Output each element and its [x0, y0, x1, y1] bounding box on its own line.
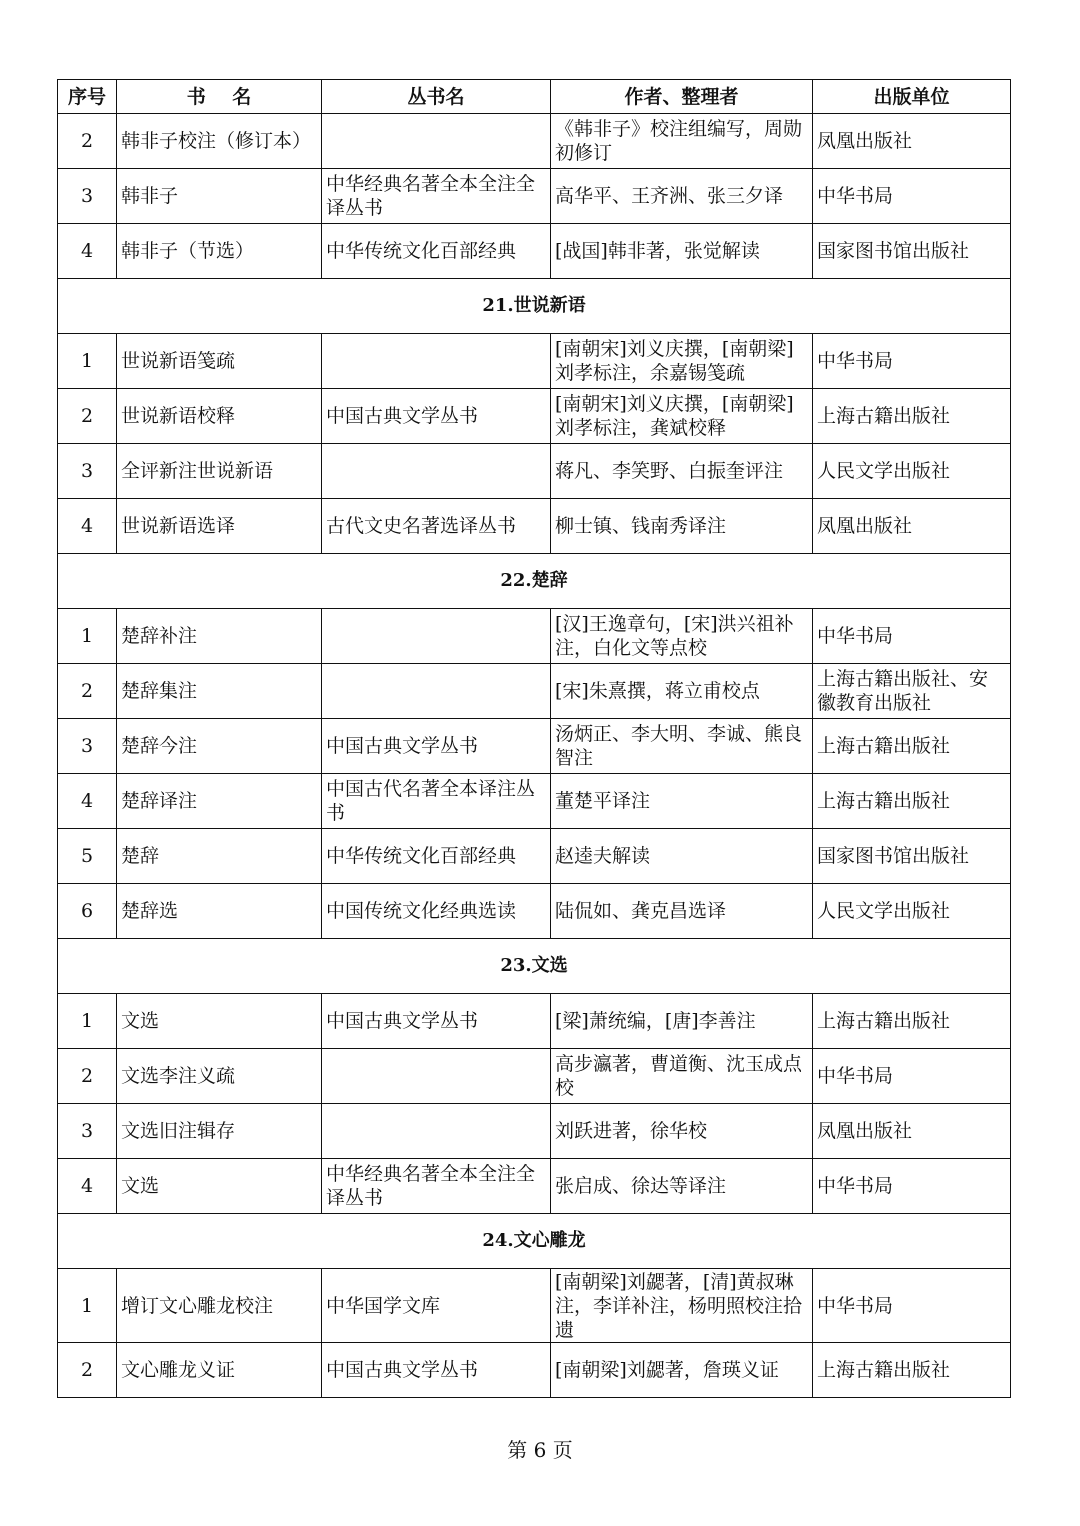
cell-author: [南朝宋]刘义庆撰，[南朝梁]刘孝标注，龚斌校释	[551, 389, 813, 444]
cell-series: 中国古典文学丛书	[322, 1343, 551, 1398]
cell-publisher: 人民文学出版社	[813, 884, 1011, 939]
cell-no: 2	[58, 664, 117, 719]
cell-no: 2	[58, 114, 117, 169]
cell-no: 3	[58, 719, 117, 774]
cell-no: 2	[58, 1049, 117, 1104]
page-number: 第 6 页	[507, 1438, 573, 1462]
table-row	[58, 444, 1011, 499]
cell-publisher: 中华书局	[813, 1159, 1011, 1214]
cell-author: 张启成、徐达等译注	[551, 1159, 813, 1214]
cell-publisher: 上海古籍出版社、安徽教育出版社	[813, 664, 1011, 719]
cell-series	[322, 609, 551, 664]
cell-title: 世说新语选译	[117, 499, 322, 554]
cell-series: 中国古典文学丛书	[322, 719, 551, 774]
cell-no: 3	[58, 169, 117, 224]
table-row	[58, 114, 1011, 169]
section-heading: 23.文选	[58, 939, 1011, 994]
table-row	[58, 774, 1011, 829]
header-title: 书 名	[117, 80, 322, 114]
table-row	[58, 1159, 1011, 1214]
cell-series: 中国传统文化经典选读	[322, 884, 551, 939]
cell-series	[322, 114, 551, 169]
cell-no: 4	[58, 224, 117, 279]
header-publisher: 出版单位	[813, 80, 1011, 114]
cell-author: [战国]韩非著，张觉解读	[551, 224, 813, 279]
cell-publisher: 凤凰出版社	[813, 114, 1011, 169]
cell-no: 1	[58, 994, 117, 1049]
cell-publisher: 国家图书馆出版社	[813, 829, 1011, 884]
cell-publisher: 中华书局	[813, 169, 1011, 224]
cell-no: 4	[58, 499, 117, 554]
cell-publisher: 上海古籍出版社	[813, 719, 1011, 774]
cell-author: 高华平、王齐洲、张三夕译	[551, 169, 813, 224]
cell-title: 文选	[117, 1159, 322, 1214]
cell-author: 董楚平译注	[551, 774, 813, 829]
cell-title: 韩非子校注（修订本）	[117, 114, 322, 169]
cell-author: [南朝梁]刘勰著，[清]黄叔琳注，李详补注，杨明照校注拾遗	[551, 1269, 813, 1343]
cell-no: 4	[58, 774, 117, 829]
table-row	[58, 1104, 1011, 1159]
cell-author: 高步瀛著，曹道衡、沈玉成点校	[551, 1049, 813, 1104]
table-row	[58, 609, 1011, 664]
cell-author: 蒋凡、李笑野、白振奎评注	[551, 444, 813, 499]
header-series: 丛书名	[322, 80, 551, 114]
cell-no: 2	[58, 389, 117, 444]
cell-no: 1	[58, 609, 117, 664]
cell-publisher: 中华书局	[813, 1049, 1011, 1104]
cell-series: 中华传统文化百部经典	[322, 224, 551, 279]
cell-publisher: 国家图书馆出版社	[813, 224, 1011, 279]
cell-publisher: 上海古籍出版社	[813, 389, 1011, 444]
table-row	[58, 224, 1011, 279]
cell-no: 5	[58, 829, 117, 884]
header-author: 作者、整理者	[551, 80, 813, 114]
cell-series	[322, 334, 551, 389]
cell-title: 楚辞选	[117, 884, 322, 939]
table-row	[58, 1049, 1011, 1104]
cell-title: 韩非子（节选）	[117, 224, 322, 279]
table-row	[58, 664, 1011, 719]
table-row	[58, 994, 1011, 1049]
book-list-table	[57, 79, 1011, 1398]
cell-no: 4	[58, 1159, 117, 1214]
cell-author: 赵逵夫解读	[551, 829, 813, 884]
cell-title: 增订文心雕龙校注	[117, 1269, 322, 1343]
cell-title: 楚辞译注	[117, 774, 322, 829]
cell-series: 中国古代名著全本译注丛书	[322, 774, 551, 829]
cell-title: 楚辞补注	[117, 609, 322, 664]
cell-publisher: 上海古籍出版社	[813, 1343, 1011, 1398]
cell-series: 中华国学文库	[322, 1269, 551, 1343]
cell-series: 古代文史名著选译丛书	[322, 499, 551, 554]
cell-series	[322, 1104, 551, 1159]
cell-series: 中国古典文学丛书	[322, 994, 551, 1049]
cell-title: 楚辞集注	[117, 664, 322, 719]
table-row	[58, 884, 1011, 939]
cell-series: 中华经典名著全本全注全译丛书	[322, 169, 551, 224]
section-heading: 21.世说新语	[58, 279, 1011, 334]
table-row	[58, 719, 1011, 774]
cell-series	[322, 1049, 551, 1104]
cell-no: 1	[58, 1269, 117, 1343]
cell-title: 楚辞	[117, 829, 322, 884]
table-row	[58, 334, 1011, 389]
section-row	[58, 279, 1011, 334]
section-heading: 22.楚辞	[58, 554, 1011, 609]
cell-author: [南朝梁]刘勰著，詹瑛义证	[551, 1343, 813, 1398]
cell-series	[322, 664, 551, 719]
cell-no: 1	[58, 334, 117, 389]
cell-author: 汤炳正、李大明、李诚、熊良智注	[551, 719, 813, 774]
cell-series: 中华传统文化百部经典	[322, 829, 551, 884]
cell-title: 文选旧注辑存	[117, 1104, 322, 1159]
header-no: 序号	[58, 80, 117, 114]
cell-author: [宋]朱熹撰，蒋立甫校点	[551, 664, 813, 719]
cell-title: 韩非子	[117, 169, 322, 224]
cell-no: 2	[58, 1343, 117, 1398]
cell-title: 世说新语笺疏	[117, 334, 322, 389]
cell-publisher: 中华书局	[813, 1269, 1011, 1343]
table-row	[58, 1343, 1011, 1398]
section-row	[58, 1214, 1011, 1269]
section-row	[58, 939, 1011, 994]
cell-author: [梁]萧统编，[唐]李善注	[551, 994, 813, 1049]
table-row	[58, 499, 1011, 554]
section-heading: 24.文心雕龙	[58, 1214, 1011, 1269]
cell-author: 陆侃如、龚克昌选译	[551, 884, 813, 939]
table-row	[58, 389, 1011, 444]
table-header-row	[58, 80, 1011, 114]
cell-title: 全评新注世说新语	[117, 444, 322, 499]
cell-author: 《韩非子》校注组编写，周勋初修订	[551, 114, 813, 169]
cell-author: 刘跃进著，徐华校	[551, 1104, 813, 1159]
cell-no: 3	[58, 444, 117, 499]
table-row	[58, 829, 1011, 884]
cell-author: [南朝宋]刘义庆撰，[南朝梁]刘孝标注，余嘉锡笺疏	[551, 334, 813, 389]
cell-author: 柳士镇、钱南秀译注	[551, 499, 813, 554]
cell-series: 中国古典文学丛书	[322, 389, 551, 444]
cell-title: 文选李注义疏	[117, 1049, 322, 1104]
cell-publisher: 中华书局	[813, 334, 1011, 389]
cell-series: 中华经典名著全本全注全译丛书	[322, 1159, 551, 1214]
cell-publisher: 上海古籍出版社	[813, 774, 1011, 829]
section-row	[58, 554, 1011, 609]
cell-publisher: 中华书局	[813, 609, 1011, 664]
cell-title: 楚辞今注	[117, 719, 322, 774]
cell-no: 6	[58, 884, 117, 939]
cell-publisher: 上海古籍出版社	[813, 994, 1011, 1049]
cell-publisher: 凤凰出版社	[813, 1104, 1011, 1159]
cell-title: 文心雕龙义证	[117, 1343, 322, 1398]
cell-author: [汉]王逸章句，[宋]洪兴祖补注，白化文等点校	[551, 609, 813, 664]
cell-publisher: 凤凰出版社	[813, 499, 1011, 554]
cell-series	[322, 444, 551, 499]
table-row	[58, 1269, 1011, 1343]
table-body	[58, 114, 1011, 1398]
cell-title: 文选	[117, 994, 322, 1049]
cell-publisher: 人民文学出版社	[813, 444, 1011, 499]
table-row	[58, 169, 1011, 224]
cell-title: 世说新语校释	[117, 389, 322, 444]
cell-no: 3	[58, 1104, 117, 1159]
